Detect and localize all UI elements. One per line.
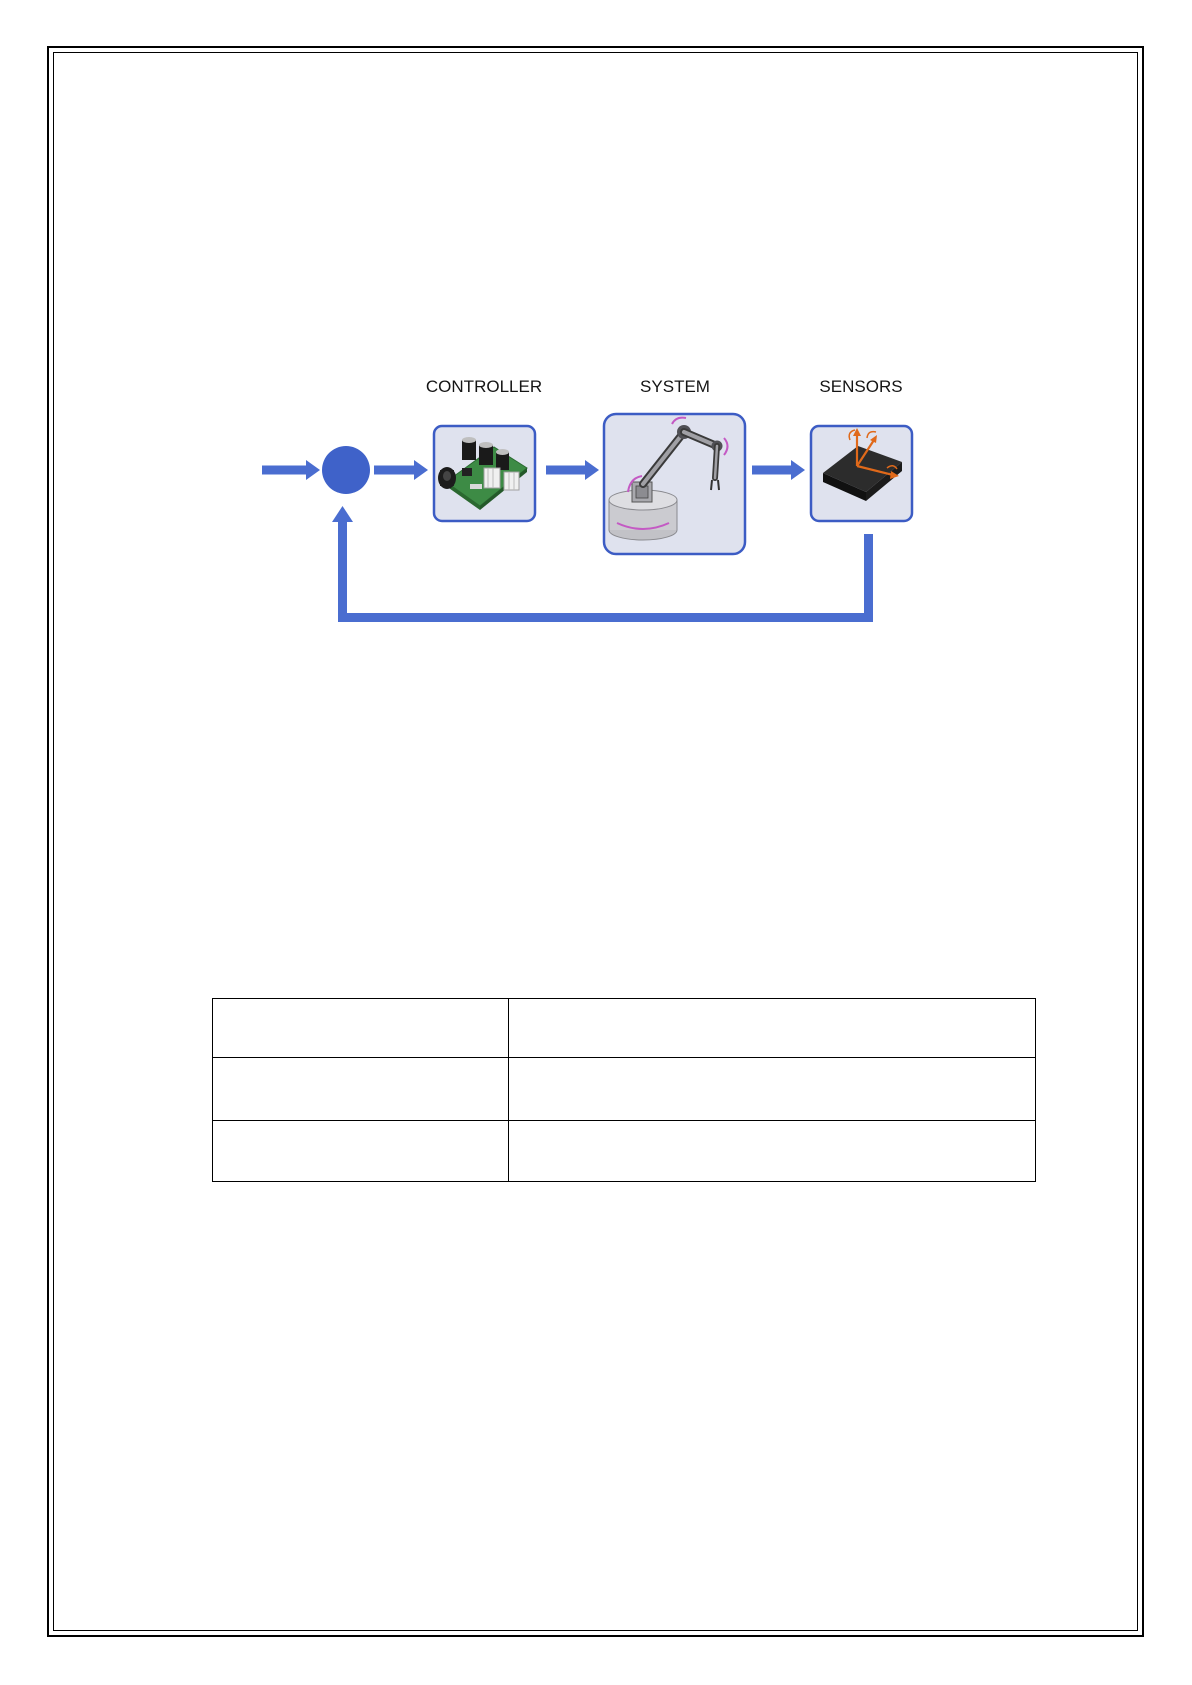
table-cell (509, 1058, 1036, 1121)
table-cell (509, 1121, 1036, 1182)
sensors-label: SENSORS (819, 377, 903, 396)
empty-table (212, 998, 1036, 1182)
table-cell (213, 1058, 509, 1121)
feedback-path (332, 506, 873, 622)
system-label: SYSTEM (640, 377, 710, 396)
arrow-controller-to-system (546, 460, 599, 480)
table-cell (509, 999, 1036, 1058)
table-cell (213, 999, 509, 1058)
input-arrow (262, 460, 320, 480)
table-cell (213, 1121, 509, 1182)
summing-junction (322, 446, 370, 494)
controller-label: CONTROLLER (425, 377, 543, 396)
table-row (213, 999, 1036, 1058)
control-loop-diagram (0, 0, 1192, 700)
table-row (213, 1058, 1036, 1121)
table-row (213, 1121, 1036, 1182)
arrow-junction-to-controller (374, 460, 428, 480)
arrow-system-to-sensors (752, 460, 805, 480)
